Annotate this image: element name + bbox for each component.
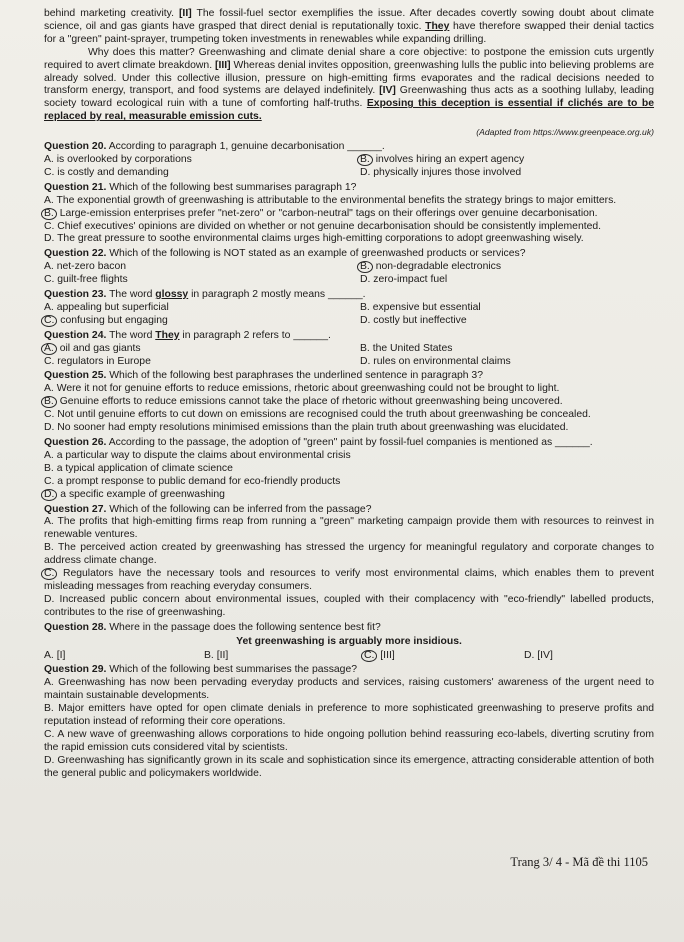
answer-option-label: Genuine efforts to reduce emissions cannot take the place of rhetoric without greenwashing being uncovered.: [56, 396, 563, 408]
question-number: Question 21.: [44, 181, 107, 193]
answer-option-label: C. is costly and demanding: [44, 166, 169, 178]
answer-option[interactable]: [44, 677, 654, 703]
answer-option-label: C. Not until genuine efforts to cut down on emissions are recognised could the truth about greenwashing be concealed.: [44, 409, 591, 421]
answer-option[interactable]: [44, 315, 360, 328]
option-list: [44, 383, 654, 435]
answer-option[interactable]: [44, 422, 654, 435]
question-text: Which of the following is NOT stated as an example of greenwashed products or services?: [109, 248, 526, 260]
question-number: Question 26.: [44, 437, 107, 448]
question-text: The word glossy in paragraph 2 mostly means ______.: [109, 289, 366, 301]
answer-option-label: non-degradable electronics: [372, 261, 502, 273]
question-number: Question 27.: [44, 503, 107, 515]
option-list: [44, 343, 654, 369]
answer-mark-circle: D.: [41, 489, 57, 501]
option-list: [44, 154, 654, 180]
answer-option[interactable]: [44, 476, 654, 489]
question-number: Question 20.: [44, 141, 107, 153]
option-list: [44, 261, 654, 287]
answer-option[interactable]: [44, 233, 654, 246]
answer-option-label: D. costly but ineffective: [360, 314, 467, 326]
answer-mark-circle: B.: [357, 154, 373, 166]
answer-option[interactable]: [360, 356, 654, 369]
answer-option-label: C. A new wave of greenwashing allows corporations to hide ongoing pollution behind reassuring eco-labels, diverting scrutiny from the rapid emission cuts considered vital by scientists.: [44, 728, 654, 753]
answer-option-label: D. [IV]: [524, 649, 553, 661]
question-stem: [44, 182, 654, 195]
answer-mark-circle: C.: [41, 568, 57, 580]
question-29: [44, 664, 654, 780]
question-24: [44, 330, 654, 369]
answer-option-label: [III]: [377, 649, 395, 661]
question-stem: [44, 437, 654, 450]
answer-option[interactable]: [524, 650, 654, 663]
answer-option[interactable]: [360, 167, 654, 180]
question-stem: [44, 289, 654, 302]
question-text: Which of the following best summarises the passage?: [109, 664, 358, 676]
question-number: Question 23.: [44, 289, 107, 301]
question-27: [44, 504, 654, 620]
question-text: Which of the following can be inferred from the passage?: [109, 503, 372, 515]
option-list: [44, 450, 654, 502]
answer-option-label: A. is overlooked by corporations: [44, 153, 192, 165]
question-text: Where in the passage does the following sentence best fit?: [109, 621, 381, 633]
answer-option[interactable]: [360, 302, 654, 315]
answer-option[interactable]: [360, 343, 654, 356]
question-21: [44, 182, 654, 247]
option-list: [44, 195, 654, 247]
answer-option-label: a specific example of greenwashing: [57, 488, 225, 500]
answer-option-label: D. Greenwashing has significantly grown in its scale and sophistication since its emergence, attracting considerable attention of both the general public and policymakers worldwide.: [44, 754, 654, 779]
answer-option-label: A. net-zero bacon: [44, 261, 127, 273]
question-text: According to the passage, the adoption of "green" paint by fossil-fuel companies is mentioned as ______.: [108, 437, 593, 448]
question-text: Which of the following best paraphrases the underlined sentence in paragraph 3?: [109, 370, 483, 382]
answer-option[interactable]: [44, 221, 654, 234]
answer-option[interactable]: [360, 274, 654, 287]
question-20: [44, 141, 654, 180]
answer-option[interactable]: [44, 343, 360, 356]
answer-option-label: D. zero-impact fuel: [360, 274, 448, 286]
insert-sentence: Yet greenwashing is arguably more insidious.: [236, 635, 462, 647]
answer-option[interactable]: [44, 154, 360, 167]
answer-option[interactable]: [44, 463, 654, 476]
answer-option[interactable]: [44, 195, 654, 208]
answer-mark-circle: C.: [41, 315, 57, 327]
option-list: [44, 677, 654, 780]
answer-option[interactable]: [44, 208, 654, 221]
answer-mark-circle: B.: [357, 261, 373, 273]
answer-option[interactable]: [44, 302, 360, 315]
question-23: [44, 289, 654, 328]
question-number: Question 24.: [44, 329, 107, 341]
answer-mark-circle: C.: [361, 650, 377, 662]
question-22: [44, 248, 654, 287]
answer-option[interactable]: [44, 396, 654, 409]
answer-option-label: C. a prompt response to public demand for eco-friendly products: [44, 475, 341, 487]
answer-option[interactable]: [44, 274, 360, 287]
answer-option[interactable]: [44, 542, 654, 568]
answer-option[interactable]: [44, 516, 654, 542]
answer-option-label: A. The exponential growth of greenwashing is attributable to the environmental benefits the strategy brings to major emitters.: [44, 194, 617, 206]
answer-option[interactable]: [44, 729, 654, 755]
answer-option-label: Regulators have the necessary tools and resources to verify most environmental claims, which enables them to prevent misleading messages from reaching everyday consumers.: [44, 568, 654, 592]
option-list: [44, 302, 654, 328]
question-text: Which of the following best summarises paragraph 1?: [109, 181, 357, 193]
answer-mark-circle: B.: [41, 396, 57, 408]
answer-option-label: A. Were it not for genuine efforts to reduce emissions, rhetoric about greenwashing could not be brought to light.: [44, 383, 560, 395]
question-stem: [44, 504, 654, 517]
answer-mark-circle: A.: [41, 343, 57, 355]
answer-option[interactable]: [44, 383, 654, 396]
answer-option-label: B. Major emitters have opted for open climate denials in preference to more sophisticated greenwashing to preserve profits and reputation instead of reforming their core operations.: [44, 703, 654, 728]
answer-option-label: B. The perceived action created by greenwashing has stressed the urgency for meaningful regulatory and corporate changes to address climate change.: [44, 542, 654, 567]
answer-option-label: involves hiring an expert agency: [372, 153, 525, 165]
answer-option[interactable]: [44, 450, 654, 463]
answer-option-label: D. No sooner had empty resolutions minimised emissions than the plain truth about greenwashing was elucidated.: [44, 422, 569, 434]
answer-option[interactable]: [44, 356, 360, 369]
question-stem: [44, 622, 654, 635]
answer-option-label: D. Increased public concern about environmental issues, coupled with their complacency with "eco-friendly" labelled products, contributes to the rise of greenwashing.: [44, 593, 654, 618]
question-text: The word They in paragraph 2 refers to ______.: [109, 329, 331, 341]
answer-option-label: B. a typical application of climate science: [44, 462, 233, 474]
answer-option-label: oil and gas giants: [56, 342, 141, 354]
option-list: [44, 516, 654, 619]
question-number: Question 25.: [44, 370, 107, 382]
answer-option-label: A. [I]: [44, 649, 66, 661]
answer-option-label: D. physically injures those involved: [360, 166, 522, 178]
question-number: Question 28.: [44, 621, 107, 633]
answer-option-label: C. guilt-free flights: [44, 274, 128, 286]
answer-option-label: C. regulators in Europe: [44, 355, 151, 367]
answer-option-label: B. the United States: [360, 342, 453, 354]
question-stem: [44, 248, 654, 261]
answer-option-label: A. appealing but superficial: [44, 301, 169, 313]
question-25: [44, 370, 654, 435]
answer-option-label: D. rules on environmental claims: [360, 355, 511, 367]
answer-option[interactable]: [204, 650, 364, 663]
answer-option[interactable]: [44, 755, 654, 781]
answer-option[interactable]: [360, 315, 654, 328]
answer-option-label: B. expensive but essential: [360, 301, 481, 313]
answer-option-label: Large-emission enterprises prefer "net-zero" or "carbon-neutral" tags on their offerings over genuine decarbonisation.: [56, 207, 598, 219]
answer-option[interactable]: [360, 154, 654, 167]
answer-option[interactable]: [360, 261, 654, 274]
answer-option[interactable]: [44, 594, 654, 620]
answer-option-label: A. The profits that high-emitting firms reap from running a "green" marketing campaign provide them with resources to reinvest in renewable ventures.: [44, 516, 654, 541]
answer-option[interactable]: [44, 261, 360, 274]
answer-option[interactable]: [44, 703, 654, 729]
question-stem: [44, 370, 654, 383]
answer-option[interactable]: [44, 489, 654, 502]
answer-mark-circle: B.: [41, 208, 57, 220]
question-stem: [44, 141, 654, 154]
source-citation: (Adapted from https://www.greenpeace.org.uk): [476, 127, 654, 138]
question-list: [44, 141, 654, 781]
answer-option-label: confusing but engaging: [57, 314, 168, 326]
answer-option[interactable]: [44, 167, 360, 180]
answer-option[interactable]: [44, 409, 654, 422]
question-number: Question 29.: [44, 664, 107, 676]
paragraph-2: Why does this matter? Greenwashing and climate denial share a core objective: to postpone the emission cuts urgently required to avert climate breakdown. [III] Whereas denial invites opposition, greenwashing lulls the public into believing problems are already solved. Under this collective illusion, pressure on high-emitting firms evaporates and the radical decisions needed to transform energy, transport, and food systems are delayed indefinitely. [IV] Greenwashing thus acts as a soothing lullaby, leading society toward ecological ruin with a tune of comforting half-truths. Exposing this deception is essential if clichés are to be replaced by real, measurable emission cuts.: [44, 46, 655, 123]
option-list: [44, 650, 654, 663]
answer-option[interactable]: [364, 650, 524, 663]
question-stem: [44, 330, 654, 343]
answer-option-label: C. Chief executives' opinions are divided on whether or not genuine decarbonisation should be consistently implemented.: [44, 220, 602, 232]
question-stem: [44, 664, 654, 677]
question-text: According to paragraph 1, genuine decarbonisation ______.: [108, 141, 385, 153]
question-number: Question 22.: [44, 248, 107, 260]
answer-option-label: D. The great pressure to soothe environmental claims urges high-emitting corporations to adopt greenwashing wisely.: [44, 233, 584, 245]
answer-option-label: A. a particular way to dispute the claims about environmental crisis: [44, 449, 351, 461]
page-footer: Trang 3/ 4 - Mã đề thi 1105: [510, 855, 648, 869]
paragraph-1-tail: behind marketing creativity. [II] The fossil-fuel sector exemplifies the issue. After decades covertly sowing doubt about climate science, oil and gas giants have grasped that direct denial is reputationally toxic. They have therefore swapped their denial tactics for a "green" paint-sprayer, trumpeting token investments in renewables while expanding drilling.: [44, 8, 654, 45]
question-26: [44, 437, 654, 502]
answer-option[interactable]: [44, 650, 204, 663]
answer-option[interactable]: [44, 568, 654, 594]
answer-option-label: A. Greenwashing has now been pervading everyday products and services, raising customers' awareness of the urgent need to maintain sustainable developments.: [44, 677, 654, 702]
answer-option-label: B. [II]: [204, 649, 229, 661]
question-28: [44, 622, 654, 663]
